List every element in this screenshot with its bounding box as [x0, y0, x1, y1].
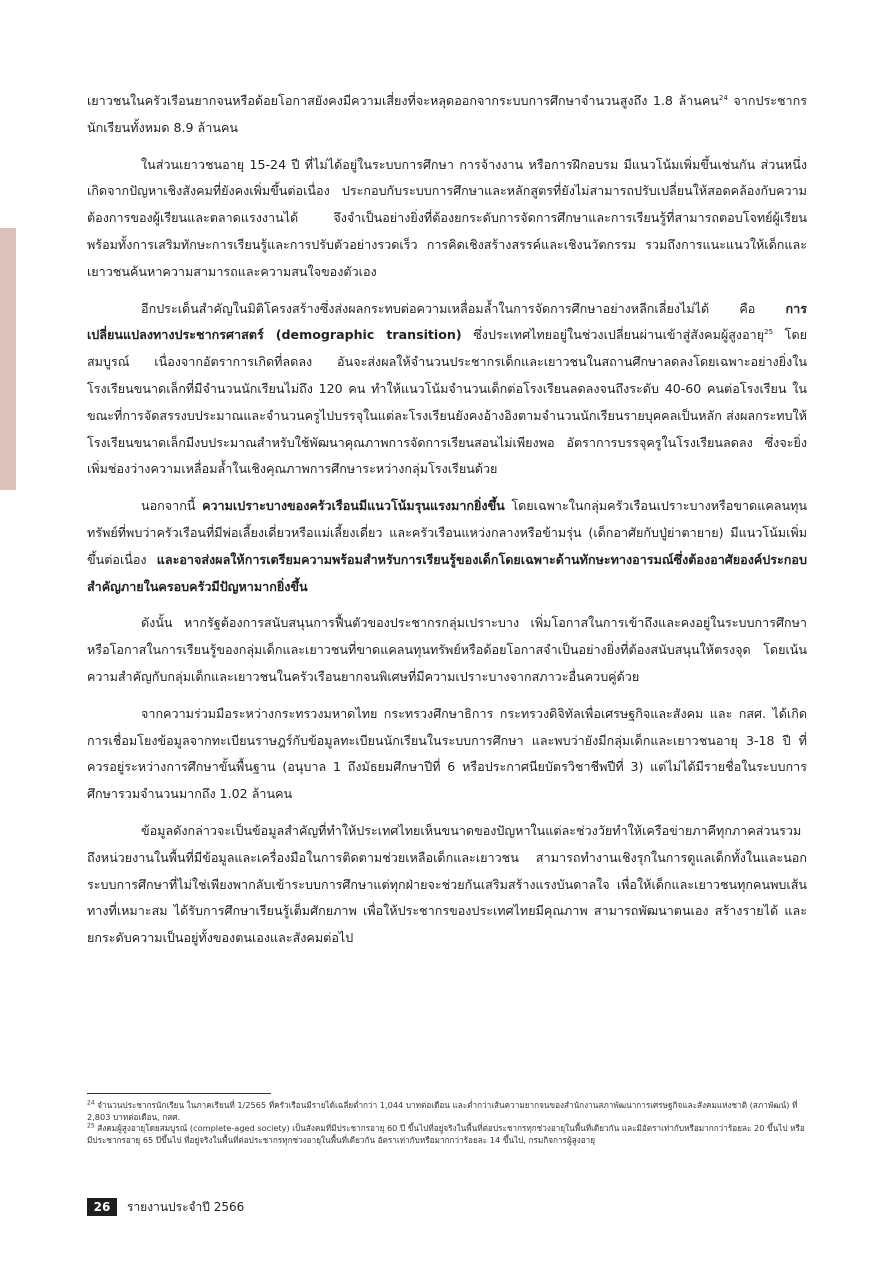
paragraph-6	[87, 701, 807, 808]
paragraph-3	[87, 296, 807, 484]
footnote-text: จำนวนประชากรนักเรียน ในภาคเรียนที่ 1/2565 ที่ครัวเรือนมีรายได้เฉลี่ยต่ำกว่า 1,044 บาทต่อเดือน และต่ำกว่าเส้นความยากจนของสำนักงานสภาพัฒนาการเศรษฐกิจและสังคมแห่งชาติ (สภาพัฒน์) ที่ 2,803 บาทต่อเดือน, กสศ.	[87, 1100, 798, 1122]
paragraph-1	[87, 88, 807, 142]
page-footer	[87, 1197, 244, 1217]
paragraph-2	[87, 152, 807, 286]
paragraph-7	[87, 818, 807, 952]
paragraph-text: จากประชากรนักเรียนทั้งหมด 8.9 ล้านคน	[87, 93, 807, 135]
paragraph-text: ดังนั้น หากรัฐต้องการสนับสนุนการฟื้นตัวของประชากรกลุ่มเปราะบาง เพิ่มโอกาสในการเข้าถึงและคงอยู่ในระบบการศึกษาหรือโอกาสในการเรียนรู้ของกลุ่มเด็กและเยาวชนที่ขาดแคลนทุนทรัพย์หรือด้อยโอกาสจำเป็นอย่างยิ่งที่ต้องสนับสนุนให้ตรงจุด โดยเน้นความสำคัญกับกลุ่มเด็กและเยาวชนในครัวเรือนยากจนพิเศษที่มีความเปราะบางจากสภาวะอื่นควบคู่ด้วย	[87, 615, 807, 684]
paragraph-text: เยาวชนในครัวเรือนยากจนหรือด้อยโอกาสยังคงมีความเสี่ยงที่จะหลุดออกจากระบบการศึกษาจำนวนสูงถึง 1.8 ล้านคน	[87, 93, 719, 108]
paragraph-4	[87, 493, 807, 600]
footnote-25	[87, 1123, 807, 1146]
page-number: 26	[87, 1198, 117, 1216]
paragraph-text: อีกประเด็นสำคัญในมิติโครงสร้างซึ่งส่งผลกระทบต่อความเหลื่อมล้ำในการจัดการศึกษาอย่างหลีกเลี่ยงไม่ได้ คือ	[141, 300, 786, 316]
footnote-divider	[87, 1093, 271, 1094]
footnote-ref: 24	[718, 93, 728, 102]
bold-phrase: ความเปราะบางของครัวเรือนมีแนวโน้มรุนแรงมากยิ่งขึ้น	[202, 498, 505, 514]
footnote-number: 24	[87, 1099, 95, 1107]
footnote-ref: 25	[764, 328, 774, 337]
body-text	[87, 88, 807, 962]
footnote-24	[87, 1100, 807, 1123]
report-title: รายงานประจำปี 2566	[127, 1199, 245, 1214]
footnote-text: สังคมผู้สูงอายุโดยสมบูรณ์ (complete-aged society) เป็นสังคมที่มีประชากรอายุ 60 ปี ขึ้นไปที่อยู่จริงในพื้นที่ต่อประชากรทุกช่วงอายุในพื้นที่เดียวกัน และมีอัตราเท่ากับหรือมากกว่าร้อยละ 20 ขึ้นไป หรือมีประชากรอายุ 65 ปีขึ้นไป ที่อยู่จริงในพื้นที่ต่อประชากรทุกช่วงอายุในพื้นที่เดียวกัน อัตราเท่ากับหรือมากกว่าร้อยละ 14 ขึ้นไป, กรมกิจการผู้สูงอายุ	[87, 1123, 805, 1145]
paragraph-5	[87, 610, 807, 690]
bold-phrase: และอาจส่งผลให้การเตรียมความพร้อมสำหรับการเรียนรู้ของเด็กโดยเฉพาะด้านทักษะทางอารมณ์ซึ่งต้องอาศัยองค์ประกอบสำคัญภายในครอบครัวมีปัญหามากยิ่งขึ้น	[87, 551, 807, 594]
footnote-number: 25	[87, 1122, 95, 1130]
bold-phrase: การเปลี่ยนแปลงทางประชากรศาสตร์ (demographic transition)	[87, 300, 807, 343]
footnotes	[87, 1100, 807, 1146]
paragraph-text: จากความร่วมมือระหว่างกระทรวงมหาดไทย กระทรวงศึกษาธิการ กระทรวงดิจิทัลเพื่อเศรษฐกิจและสังคม และ กสศ. ได้เกิดการเชื่อมโยงข้อมูลจากทะเบียนราษฎร์กับข้อมูลทะเบียนนักเรียนในระบบการศึกษา และพบว่ายังมีกลุ่มเด็กและเยาวชนอายุ 3-18 ปี ที่ควรอยู่ระหว่างการศึกษาขั้นพื้นฐาน (อนุบาล 1 ถึงมัธยมศึกษาปีที่ 6 หรือประกาศนียบัตรวิชาชีพปีที่ 3) แต่ไม่ได้มีรายชื่อในระบบการศึกษารวมจำนวนมากถึง 1.02 ล้านคน	[87, 705, 807, 802]
paragraph-text: โดยเฉพาะในกลุ่มครัวเรือนเปราะบางหรือขาดแคลนทุนทรัพย์ที่พบว่าครัวเรือนที่มีพ่อเลี้ยงเดี่ยวหรือแม่เลี้ยงเดี่ยว และครัวเรือนแหว่งกลางหรือข้ามรุ่น (เด็กอาศัยกับปู่ย่าตายาย) มีแนวโน้มเพิ่มขึ้นต่อเนื่อง	[87, 498, 807, 567]
paragraph-text: ข้อมูลดังกล่าวจะเป็นข้อมูลสำคัญที่ทำให้ประเทศไทยเห็นขนาดของปัญหาในแต่ละช่วงวัยทำให้เครือข่ายภาคีทุกภาคส่วนรวมถึงหน่วยงานในพื้นที่มีข้อมูลและเครื่องมือในการติดตามช่วยเหลือเด็กและเยาวชน สามารถทำงานเชิงรุกในการดูแลเด็กทั้งในและนอกระบบการศึกษาที่ไม่ใช่เพียงพากลับเข้าระบบการศึกษาแต่ทุกฝ่ายจะช่วยกันเสริมสร้างแรงบันดาลใจ เพื่อให้เด็กและเยาวชนทุกคนพบเส้นทางที่เหมาะสม ได้รับการศึกษาเรียนรู้เต็มศักยภาพ เพื่อให้ประชากรของประเทศไทยมีคุณภาพ สามารถพัฒนาตนเอง สร้างรายได้ และยกระดับความเป็นอยู่ทั้งของตนเองและสังคมต่อไป	[87, 822, 807, 946]
paragraph-text: ซึ่งประเทศไทยอยู่ในช่วงเปลี่ยนผ่านเข้าสู่สังคมผู้สูงอายุ	[461, 327, 765, 343]
paragraph-text: นอกจากนี้	[141, 498, 203, 514]
paragraph-text: ในส่วนเยาวชนอายุ 15-24 ปี ที่ไม่ได้อยู่ในระบบการศึกษา การจ้างงาน หรือการฝึกอบรม มีแนวโน้มเพิ่มขึ้นเช่นกัน ส่วนหนึ่งเกิดจากปัญหาเชิงสังคมที่ยังคงเพิ่มขึ้นต่อเนื่อง ประกอบกับระบบการศึกษาและหลักสูตรที่ยังไม่สามารถปรับเปลี่ยนให้สอดคล้องกับความต้องการของผู้เรียนและตลาดแรงงานได้ จึงจำเป็นอย่างยิ่งที่ต้องยกระดับการจัดการศึกษาและการเรียนรู้ที่สามารถตอบโจทย์ผู้เรียน พร้อมทั้งการเสริมทักษะการเรียนรู้และการปรับตัวอย่างรวดเร็ว การคิดเชิงสร้างสรรค์และเชิงนวัตกรรม รวมถึงการแนะแนวให้เด็กและเยาวชนค้นหาความสามารถและความสนใจของตัวเอง	[87, 156, 807, 279]
section-side-tab	[0, 228, 16, 490]
paragraph-text: โดยสมบูรณ์ เนื่องจากอัตราการเกิดที่ลดลง อันจะส่งผลให้จำนวนประชากรเด็กและเยาวชนในสถานศึกษาลดลงโดยเฉพาะอย่างยิ่งในโรงเรียนขนาดเล็กที่มีจำนวนนักเรียนไม่ถึง 120 คน ทำให้แนวโน้มจำนวนเด็กต่อโรงเรียนลดลงจนถึงระดับ 40-60 คนต่อโรงเรียน ในขณะที่การจัดสรรงบประมาณและจำนวนครูไปบรรจุในแต่ละโรงเรียนยังคงอ้างอิงตามจำนวนนักเรียนรายบุคคลเป็นหลัก ส่งผลกระทบให้โรงเรียนขนาดเล็กมีงบประมาณสำหรับใช้พัฒนาคุณภาพการจัดการเรียนสอนไม่เพียงพอ อัตราการบรรจุครูในโรงเรียนลดลง ซึ่งจะยิ่งเพิ่มช่องว่างความเหลื่อมล้ำในเชิงคุณภาพการศึกษาระหว่างกลุ่มโรงเรียนด้วย	[87, 327, 808, 477]
